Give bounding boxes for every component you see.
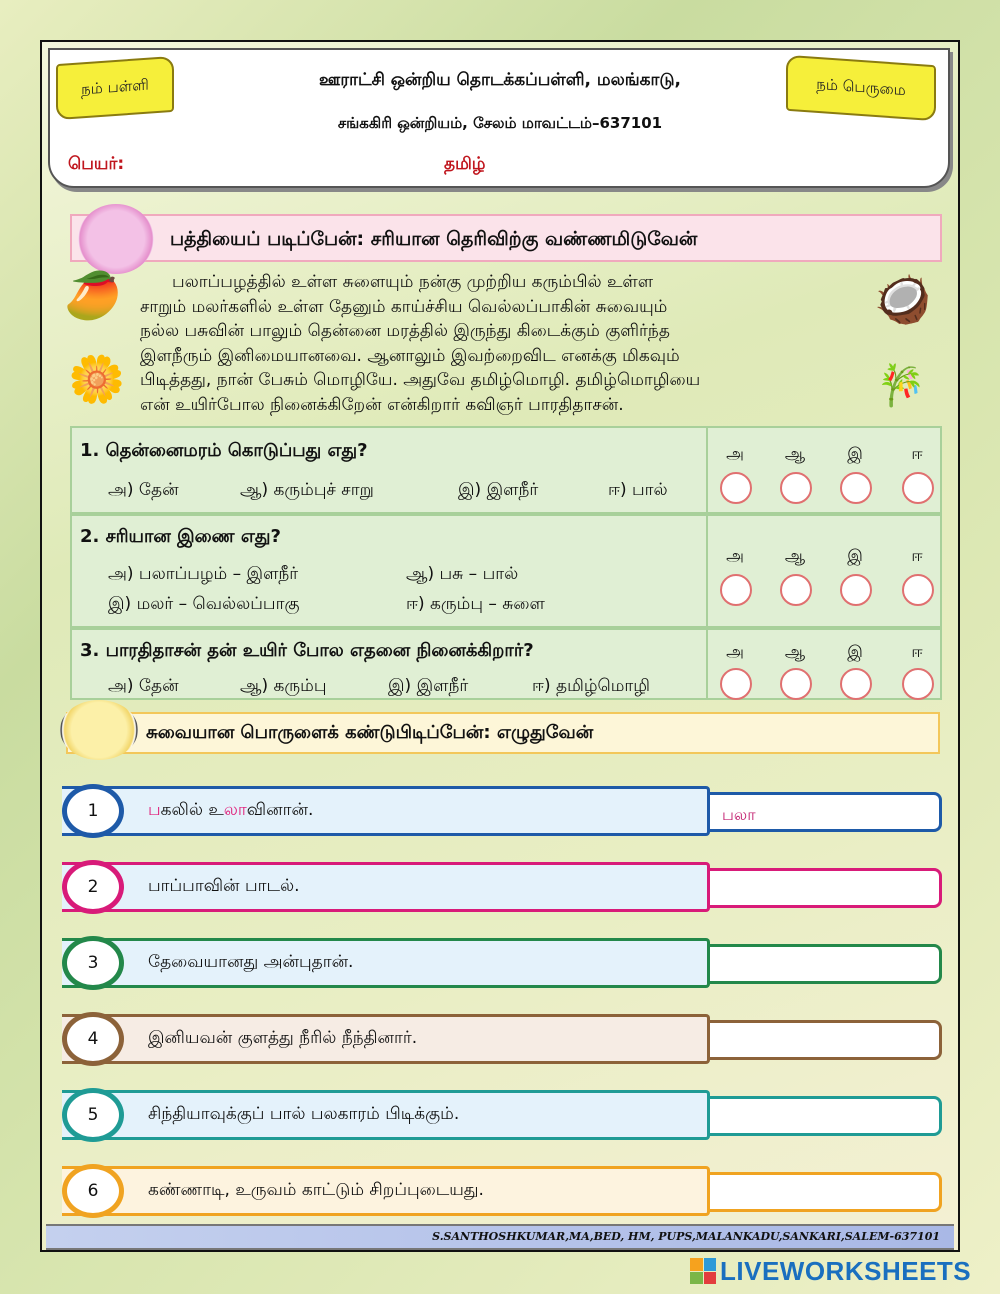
passage-line: சாறும் மலர்களில் உள்ள தேனும் காய்ச்சிய வெல்லப்பாகின் சுவையும்	[140, 296, 668, 317]
passage-line: பலாப்பழத்தில் உள்ள சுளையும் நன்கு முற்றிய கரும்பில் உள்ள	[172, 272, 654, 292]
q1-option-c: இ) இளநீர்	[458, 480, 539, 500]
word-row-5	[62, 1090, 944, 1142]
q3-radio-b[interactable]	[780, 668, 812, 700]
section1-title: பத்தியைப் படிப்பேன்: சரியான தெரிவிற்கு வண்ணமிடுவேன்	[170, 228, 698, 250]
choice-label: ஆ	[784, 642, 806, 661]
choice-label: அ	[726, 642, 744, 661]
choice-label: ஈ	[911, 444, 923, 463]
question-3-text: 3. பாரதிதாசன் தன் உயிர் போல எதனை நினைக்கிறார்?	[80, 640, 534, 661]
subject-title: தமிழ்	[444, 154, 486, 174]
choice-label: அ	[726, 546, 744, 565]
passage-line: பிடித்தது, நான் பேசும் மொழியே. அதுவே தமிழ்மொழி. தமிழ்மொழியை	[140, 370, 701, 390]
word-row-3	[62, 938, 944, 990]
answer-field-1[interactable]: பலா	[710, 792, 942, 832]
q1-option-a: அ) தேன்	[108, 480, 179, 500]
school-name: ஊராட்சி ஒன்றிய தொடக்கப்பள்ளி, மலங்காடு,	[318, 70, 682, 90]
q1-option-d: ஈ) பால்	[608, 480, 668, 500]
yellow-circle-icon	[60, 700, 138, 760]
q2-option-d: ஈ) கரும்பு – சுளை	[406, 594, 545, 614]
word-row-4	[62, 1014, 944, 1066]
row-number: 6	[62, 1164, 124, 1218]
passage-line: இளநீரும் இனிமையானவை. ஆனாலும் இவற்றைவிட எனக்கு மிகவும்	[140, 345, 680, 366]
row-sentence: கண்ணாடி, உருவம் காட்டும் சிறப்புடையது.	[148, 1180, 484, 1200]
question-1-box	[70, 426, 942, 514]
q1-radio-a[interactable]	[720, 472, 752, 504]
question-2-box	[70, 514, 942, 628]
q2-option-c: இ) மலர் – வெல்லப்பாகு	[108, 594, 300, 614]
row-number: 5	[62, 1088, 124, 1142]
section2-heading	[66, 712, 940, 754]
answer-field-2[interactable]	[710, 868, 942, 908]
word-row-2	[62, 862, 944, 914]
q1-radio-c[interactable]	[840, 472, 872, 504]
row-number: 3	[62, 936, 124, 990]
q1-radio-d[interactable]	[902, 472, 934, 504]
q1-option-b: ஆ) கரும்புச் சாறு	[240, 480, 374, 500]
choice-label: இ	[847, 444, 863, 463]
q2-radio-c[interactable]	[840, 574, 872, 606]
row-sentence: சிந்தியாவுக்குப் பால் பலகாரம் பிடிக்கும்.	[148, 1104, 460, 1124]
q3-option-c: இ) இளநீர்	[388, 676, 469, 696]
answer-field-5[interactable]	[710, 1096, 942, 1136]
q3-option-b: ஆ) கரும்பு	[240, 676, 327, 696]
answer-field-4[interactable]	[710, 1020, 942, 1060]
q2-radio-a[interactable]	[720, 574, 752, 606]
our-school-flag: நம் பள்ளி	[56, 56, 174, 120]
name-label: பெயர்:	[68, 154, 125, 174]
question-1-text: 1. தென்னைமரம் கொடுப்பது எது?	[80, 440, 368, 461]
answer-field-6[interactable]	[710, 1172, 942, 1212]
q3-option-d: ஈ) தமிழ்மொழி	[532, 676, 651, 696]
q3-radio-c[interactable]	[840, 668, 872, 700]
section2-title: சுவையான பொருளைக் கண்டுபிடிப்பேன்: எழுதுவேன்	[146, 722, 594, 743]
choice-label: அ	[726, 444, 744, 463]
choice-label: ஈ	[911, 642, 923, 661]
q3-radio-d[interactable]	[902, 668, 934, 700]
section1-heading	[70, 214, 942, 262]
jackfruit-icon: 🥭	[64, 268, 122, 322]
liveworksheets-icon	[690, 1258, 716, 1284]
author-credit: S.SANTHOSHKUMAR,MA,BED, HM, PUPS,MALANKADU,SANKARI,SALEM-637101	[432, 1230, 940, 1243]
question-3-box	[70, 628, 942, 700]
q1-radio-b[interactable]	[780, 472, 812, 504]
footer-bar	[46, 1224, 954, 1250]
answer-field-3[interactable]	[710, 944, 942, 984]
q2-radio-b[interactable]	[780, 574, 812, 606]
row-number: 4	[62, 1012, 124, 1066]
choice-label: இ	[847, 642, 863, 661]
passage-line: என் உயிர்போல நினைக்கிறேன் என்கிறார் கவிஞர் பாரதிதாசன்.	[140, 394, 624, 415]
row-sentence: பகலில் உலாவினான்.	[148, 800, 314, 820]
liveworksheets-logo[interactable]	[690, 1256, 971, 1286]
q3-radio-a[interactable]	[720, 668, 752, 700]
flower-icon: 🌼	[68, 352, 126, 406]
liveworksheets-wordmark: LIVEWORKSHEETS	[720, 1255, 972, 1286]
q2-option-a: அ) பலாப்பழம் – இளநீர்	[108, 564, 299, 584]
q2-radio-d[interactable]	[902, 574, 934, 606]
reading-passage	[140, 270, 872, 417]
passage-line: நல்ல பசுவின் பாலும் தென்னை மரத்தில் இருந்து கிடைக்கும் குளிர்ந்த	[140, 321, 670, 341]
choice-label: ஈ	[911, 546, 923, 565]
school-address: சங்ககிரி ஒன்றியம், சேலம் மாவட்டம்–637101	[337, 114, 663, 132]
word-row-6	[62, 1166, 944, 1218]
row-sentence: தேவையானது அன்புதான்.	[148, 952, 354, 972]
q3-option-a: அ) தேன்	[108, 676, 179, 696]
choice-label: ஆ	[784, 546, 806, 565]
row-sentence: இனியவன் குளத்து நீரில் நீந்தினார்.	[148, 1028, 418, 1048]
row-number: 1	[62, 784, 124, 838]
word-row-1	[62, 786, 944, 838]
sugarcane-icon: 🎋	[876, 363, 926, 409]
choice-label: இ	[847, 546, 863, 565]
choice-label: ஆ	[784, 444, 806, 463]
row-number: 2	[62, 860, 124, 914]
question-2-text: 2. சரியான இணை எது?	[80, 526, 281, 547]
q2-option-b: ஆ) பசு – பால்	[406, 564, 519, 584]
pink-circle-icon	[78, 204, 154, 274]
row-sentence: பாப்பாவின் பாடல்.	[148, 876, 300, 896]
tender-coconut-icon: 🥥	[874, 272, 932, 326]
our-pride-flag: நம் பெருமை	[786, 55, 936, 121]
